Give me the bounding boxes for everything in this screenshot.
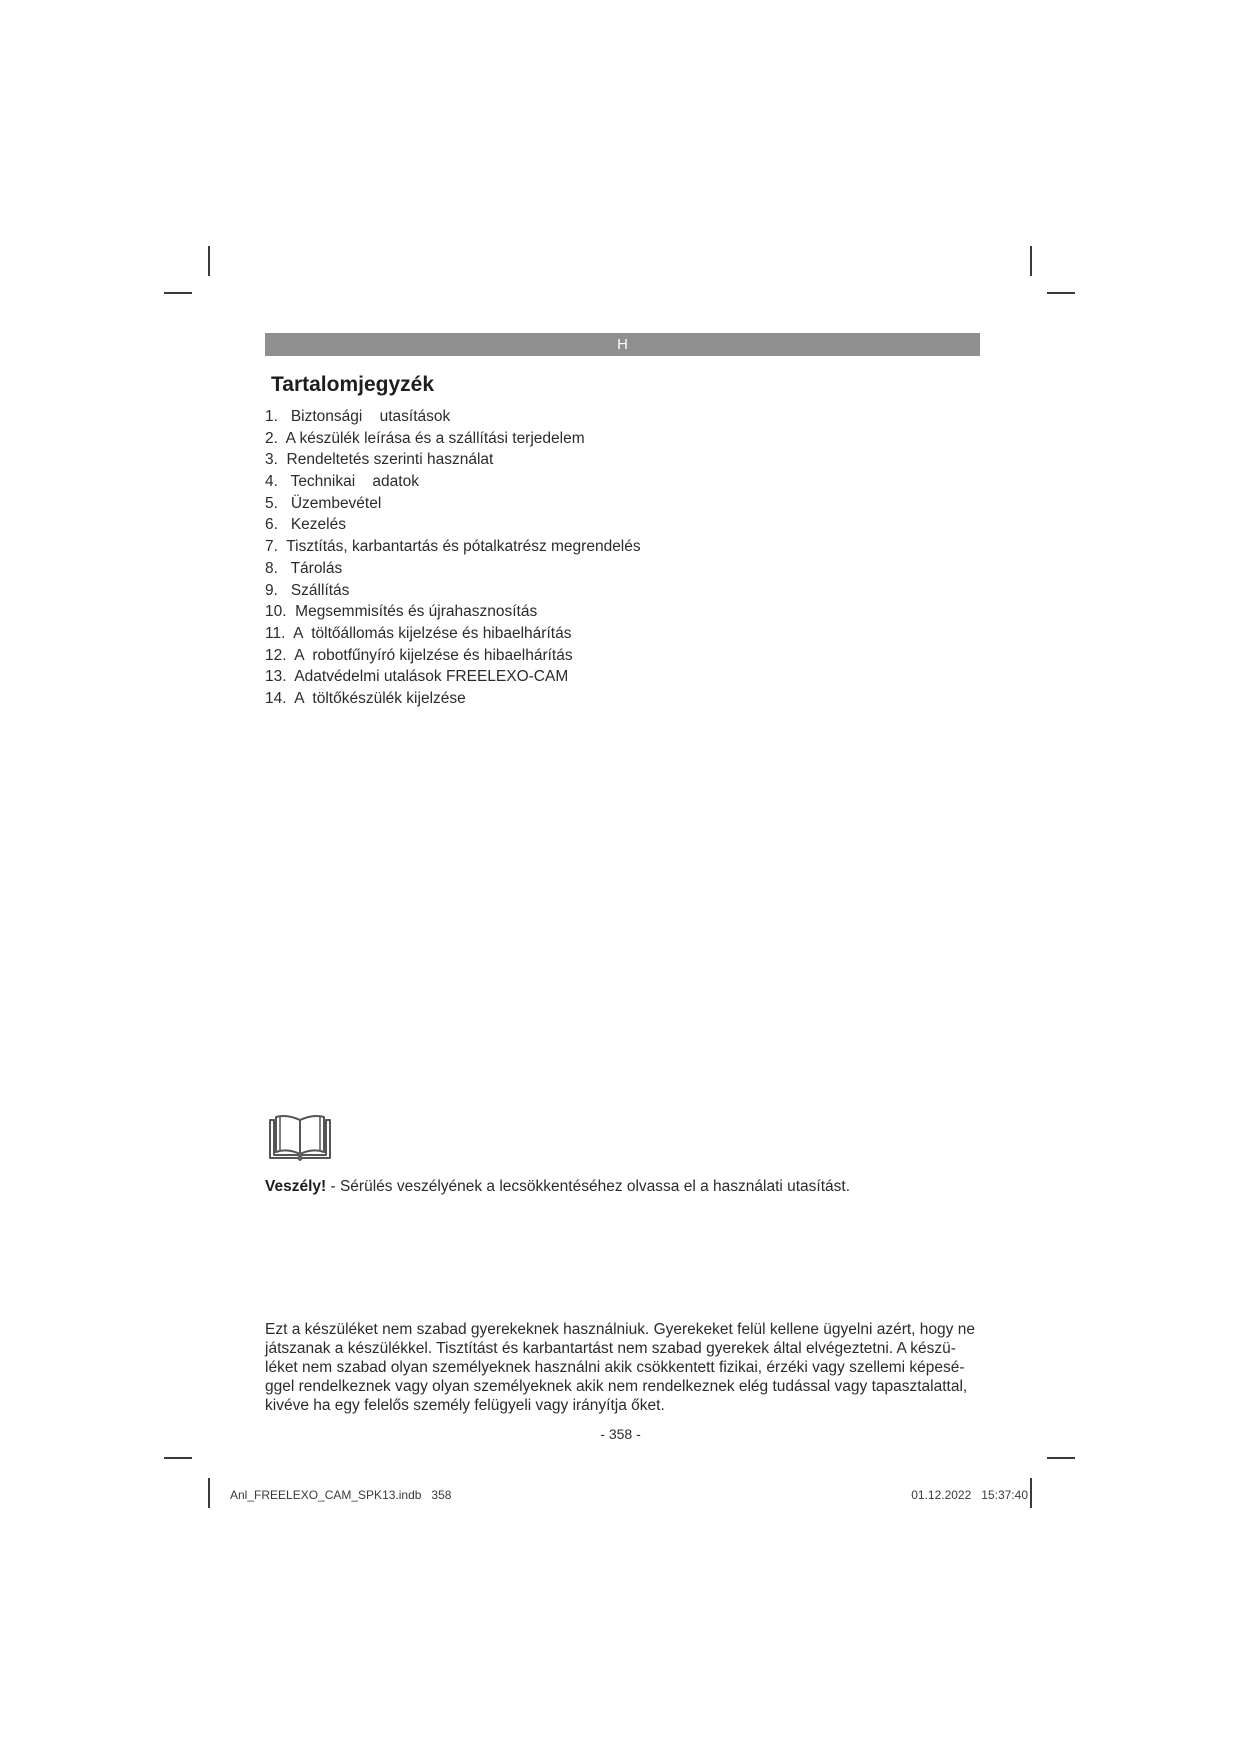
toc-item: 9. Szállítás [265, 581, 350, 599]
language-header-bar: H [265, 333, 980, 356]
toc-item: 7. Tisztítás, karbantartás és pótalkatrész megrendelés [265, 538, 641, 556]
toc-item: 8. Tárolás [265, 559, 343, 577]
toc-item: 10. Megsemmisítés és újrahasznosítás [265, 603, 538, 621]
toc-list [265, 406, 641, 710]
toc-title: Tartalomjegyzék [271, 373, 435, 396]
crop-mark-bottom-right-vertical [1030, 1478, 1032, 1508]
toc-item: 1. Biztonsági utasítások [265, 408, 451, 425]
paragraph-line: kivéve ha egy felelős személy felügyeli vagy irányítja őket. [265, 1397, 665, 1414]
toc-item: 11. A töltőállomás kijelzése és hibaelhárítás [265, 624, 572, 642]
crop-mark-bottom-left-vertical [208, 1478, 210, 1508]
book-icon [267, 1112, 333, 1162]
toc-item: 3. Rendeltetés szerinti használat [265, 451, 494, 469]
paragraph-line: játszanak a készülékkel. Tisztítást és karbantartást nem szabad gyerekek által elvégeztetni. A készü- [265, 1340, 956, 1357]
paragraph-line: léket nem szabad olyan személyeknek használni akik csökkentett fizikai, érzéki vagy szellemi képesé- [265, 1359, 965, 1376]
page-number: - 358 - [600, 1426, 641, 1442]
footer-file-name: Anl_FREELEXO_CAM_SPK13.indb 358 [230, 1488, 452, 1502]
toc-item: 14. A töltőkészülék kijelzése [265, 689, 466, 707]
crop-mark-top-right-vertical [1030, 246, 1032, 276]
toc-item: 5. Üzembevétel [265, 494, 382, 512]
footer-datetime: 01.12.2022 15:37:40 [911, 1488, 1028, 1502]
crop-mark-top-left-horizontal [164, 292, 192, 294]
toc-item: 12. A robotfűnyíró kijelzése és hibaelhárítás [265, 646, 573, 664]
warning-text [265, 1178, 850, 1196]
warning-message: - Sérülés veszélyének a lecsökkentéséhez olvassa el a használati utasítást. [326, 1178, 851, 1195]
toc-item: 2. A készülék leírása és a szállítási terjedelem [265, 429, 585, 447]
paragraph-line: Ezt a készüléket nem szabad gyerekeknek használniuk. Gyerekeket felül kellene ügyelni azért, hogy ne [265, 1321, 975, 1338]
paragraph-line: ggel rendelkeznek vagy olyan személyeknek akik nem rendelkeznek elég tudással vagy tapasztalattal, [265, 1378, 968, 1395]
crop-mark-top-right-horizontal [1047, 292, 1075, 294]
crop-mark-bottom-left-horizontal [164, 1457, 192, 1459]
warning-label: Veszély! [265, 1178, 327, 1195]
toc-item: 4. Technikai adatok [265, 473, 419, 491]
toc-item: 13. Adatvédelmi utalások FREELEXO-CAM [265, 668, 569, 686]
crop-mark-top-left-vertical [208, 246, 210, 276]
toc-item: 6. Kezelés [265, 516, 346, 534]
crop-mark-bottom-right-horizontal [1047, 1457, 1075, 1459]
safety-paragraph [265, 1320, 985, 1415]
